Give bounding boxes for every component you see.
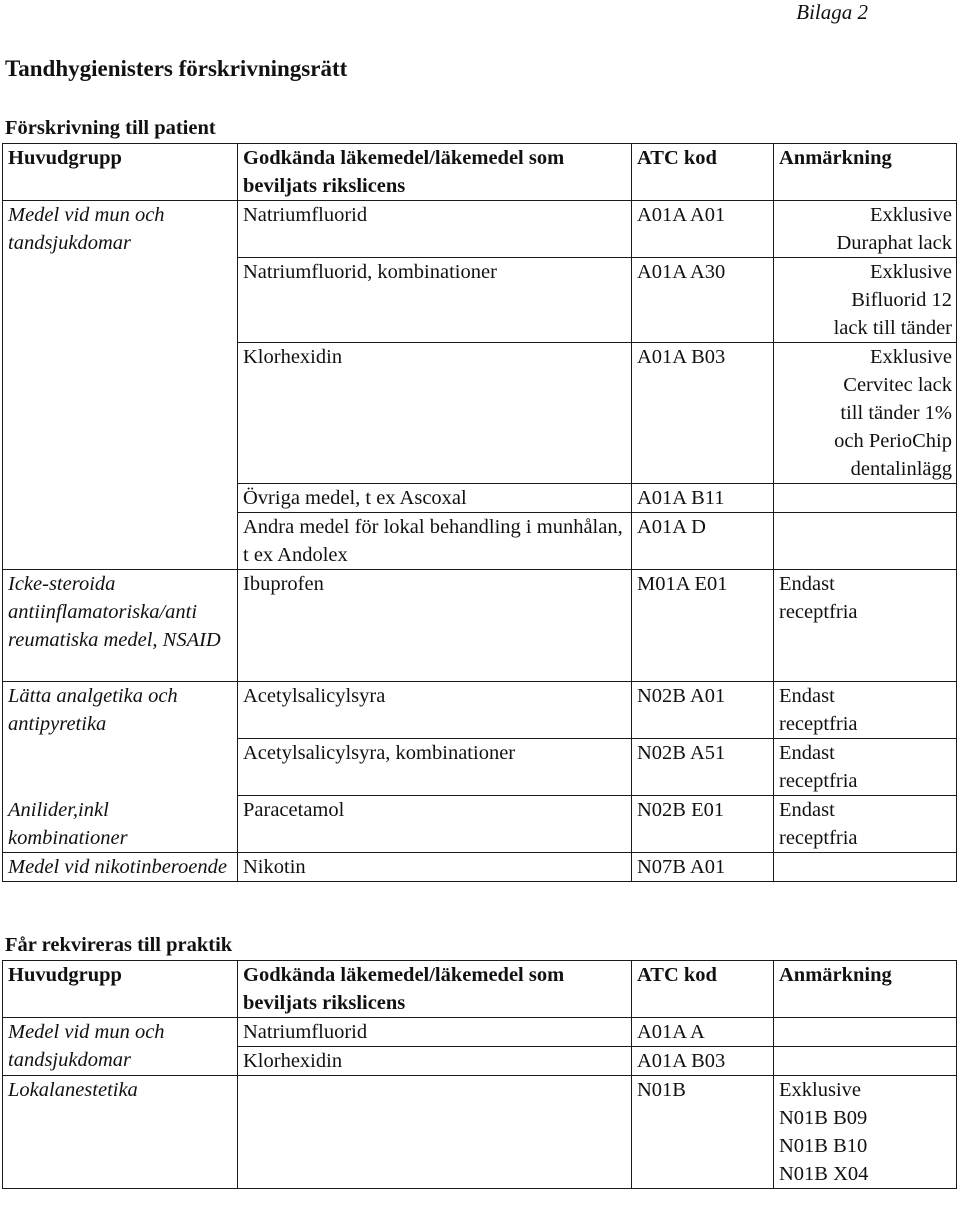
group-cell: Icke-steroida antiinflamatoriska/anti reumatiska medel, NSAID [3, 570, 238, 682]
remark-cell: Endast receptfria [774, 739, 957, 796]
remark-cell [774, 484, 957, 513]
drug-cell: Natriumfluorid [238, 1018, 632, 1047]
atc-cell: A01A B03 [632, 343, 774, 484]
group-cell: Lokalanestetika [3, 1076, 238, 1189]
drug-cell: Klorhexidin [238, 1047, 632, 1076]
remark-cell [774, 513, 957, 570]
atc-cell: N02B A01 [632, 682, 774, 739]
remark-cell: Exklusive Bifluorid 12 lack till tänder [774, 258, 957, 343]
remark-cell [774, 1047, 957, 1076]
drug-cell: Nikotin [238, 853, 632, 882]
atc-cell: A01A A30 [632, 258, 774, 343]
requisition-table [2, 960, 957, 1189]
group-cell: Medel vid mun och tandsjukdomar [3, 201, 238, 570]
drug-cell [238, 1076, 632, 1189]
drug-cell: Natriumfluorid [238, 201, 632, 258]
atc-cell: N02B A51 [632, 739, 774, 796]
column-header-remark: Anmärkning [774, 144, 957, 201]
column-header-remark: Anmärkning [774, 961, 957, 1018]
group-cell: Medel vid mun och tandsjukdomar [3, 1018, 238, 1076]
table-row [3, 853, 957, 882]
table-row [3, 201, 957, 258]
drug-cell: Andra medel för lokal behandling i munhålan, t ex Andolex [238, 513, 632, 570]
prescription-table [2, 143, 957, 882]
remark-cell: Exklusive Duraphat lack [774, 201, 957, 258]
table-row [3, 1018, 957, 1047]
group-cell: Lätta analgetika och antipyretika [3, 682, 238, 796]
atc-cell: A01A A01 [632, 201, 774, 258]
drug-cell: Acetylsalicylsyra [238, 682, 632, 739]
column-header-group: Huvudgrupp [3, 144, 238, 201]
appendix-label: Bilaga 2 [796, 0, 868, 24]
column-header-atc: ATC kod [632, 961, 774, 1018]
drug-cell: Acetylsalicylsyra, kombinationer [238, 739, 632, 796]
remark-cell [774, 1018, 957, 1047]
remark-cell: Endast receptfria [774, 570, 957, 682]
group-cell: Anilider,inkl kombinationer [3, 796, 238, 853]
group-cell: Medel vid nikotinberoende [3, 853, 238, 882]
remark-cell: Exklusive N01B B09 N01B B10 N01B X04 [774, 1076, 957, 1189]
table-header-row [3, 961, 957, 1018]
table-row [3, 570, 957, 682]
section-heading-requisition: Får rekvireras till praktik [5, 934, 233, 956]
remark-cell: Endast receptfria [774, 682, 957, 739]
atc-cell: N01B [632, 1076, 774, 1189]
atc-cell: N07B A01 [632, 853, 774, 882]
atc-cell: N02B E01 [632, 796, 774, 853]
column-header-drug: Godkända läkemedel/läkemedel som beviljats rikslicens [238, 144, 632, 201]
table-header-row [3, 144, 957, 201]
drug-cell: Klorhexidin [238, 343, 632, 484]
atc-cell: A01A B03 [632, 1047, 774, 1076]
atc-cell: M01A E01 [632, 570, 774, 682]
column-header-group: Huvudgrupp [3, 961, 238, 1018]
table-row [3, 796, 957, 853]
remark-cell: Endast receptfria [774, 796, 957, 853]
remark-cell [774, 853, 957, 882]
table-row [3, 1076, 957, 1189]
column-header-drug: Godkända läkemedel/läkemedel som beviljats rikslicens [238, 961, 632, 1018]
drug-cell: Övriga medel, t ex Ascoxal [238, 484, 632, 513]
column-header-atc: ATC kod [632, 144, 774, 201]
drug-cell: Natriumfluorid, kombinationer [238, 258, 632, 343]
table-row [3, 682, 957, 739]
remark-cell: Exklusive Cervitec lack till tänder 1% och PerioChip dentalinlägg [774, 343, 957, 484]
atc-cell: A01A A [632, 1018, 774, 1047]
section-heading-prescription: Förskrivning till patient [5, 117, 216, 139]
page-title: Tandhygienisters förskrivningsrätt [5, 56, 348, 81]
drug-cell: Paracetamol [238, 796, 632, 853]
atc-cell: A01A D [632, 513, 774, 570]
drug-cell: Ibuprofen [238, 570, 632, 682]
atc-cell: A01A B11 [632, 484, 774, 513]
